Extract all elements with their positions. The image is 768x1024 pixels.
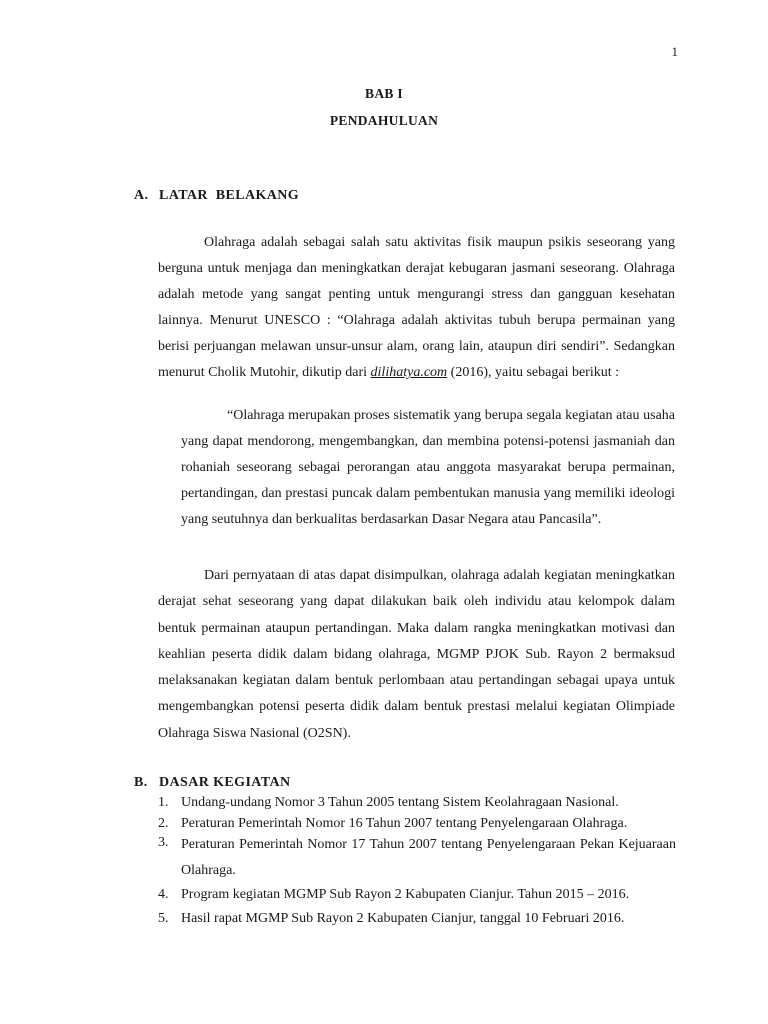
- list-item: [158, 792, 676, 813]
- block-quote: [181, 403, 675, 533]
- paragraph-intro-text: Olahraga adalah sebagai salah satu aktivitas fisik maupun psikis seseorang yang berguna untuk menjaga dan meningkatkan derajat kebugaran jasmani seseorang. Olahraga adalah metode yang sangat penting untuk mengurangi stress dan gangguan kesehatan lainnya. Menurut UNESCO : “Olahraga adalah aktivitas tubuh berupa permainan yang berisi perjuangan melawan unsur-unsur alam, orang lain, ataupun diri sendiri”. Sedangkan menurut Cholik Mutohir, dikutip dari: [158, 235, 675, 380]
- list-item-text: Undang-undang Nomor 3 Tahun 2005 tentang Sistem Keolahragaan Nasional.: [181, 795, 619, 810]
- list-item-text: Program kegiatan MGMP Sub Rayon 2 Kabupaten Cianjur. Tahun 2015 – 2016.: [181, 887, 630, 902]
- paragraph-intro: [158, 230, 675, 386]
- list-item-number: 5.: [158, 911, 169, 926]
- list-item: [158, 882, 676, 908]
- paragraph-conclusion: [158, 563, 675, 747]
- quote-text: “Olahraga merupakan proses sistematik yang berupa segala kegiatan atau usaha yang dapat mendorong, mengembangkan, dan membina potensi-potensi jasmaniah dan rohaniah seseorang sebagai perorangan atau anggota masyarakat berupa permainan, pertandingan, dan prestasi puncak dalam pembentukan manusia yang memiliki ideologi yang seutuhnya dan berkualitas berdasarkan Dasar Negara atau Pancasila”.: [181, 408, 675, 527]
- section-heading-dasar-kegiatan: [134, 775, 290, 791]
- section-letter: A.: [134, 188, 149, 203]
- section-heading-latar-belakang: [134, 188, 299, 204]
- section-title: LATAR BELAKANG: [159, 188, 300, 203]
- chapter-number: BAB I: [365, 86, 403, 101]
- list-item: [158, 813, 676, 834]
- list-item-number: 2.: [158, 816, 169, 831]
- paragraph-intro-tail: (2016), yaitu sebagai berikut :: [447, 365, 619, 380]
- legal-basis-list: [158, 792, 676, 929]
- list-item-number: 1.: [158, 795, 169, 810]
- list-item-text: Peraturan Pemerintah Nomor 16 Tahun 2007 tentang Penyelengaraan Olahraga.: [181, 816, 628, 831]
- list-item-text: Hasil rapat MGMP Sub Rayon 2 Kabupaten Cianjur, tanggal 10 Februari 2016.: [181, 911, 625, 926]
- paragraph-conclusion-text: Dari pernyataan di atas dapat disimpulkan, olahraga adalah kegiatan meningkatkan derajat sehat seseorang yang dapat dilakukan baik oleh individu atau kelompok dalam bentuk permainan ataupun pertandingan. Maka dalam rangka meningkatkan motivasi dan keahlian peserta didik dalam bidang olahraga, MGMP PJOK Sub. Rayon 2 bermaksud melaksanakan kegiatan dalam bentuk perlombaan atau pertandingan sebagai upaya untuk mengembangkan potensi peserta didik dalam bentuk prestasi melalui kegiatan Olimpiade Olahraga Siswa Nasional (O2SN).: [158, 568, 675, 741]
- list-item-number: 3.: [158, 835, 169, 850]
- chapter-title: PENDAHULUAN: [329, 113, 439, 128]
- page-number: 1: [671, 44, 678, 59]
- source-link[interactable]: dilihatya.com: [370, 365, 448, 380]
- list-item: [158, 832, 676, 884]
- list-item: [158, 908, 676, 929]
- section-letter: B.: [134, 775, 148, 790]
- list-item-number: 4.: [158, 887, 169, 902]
- list-item-text: Peraturan Pemerintah Nomor 17 Tahun 2007 tentang Penyelengaraan Pekan Kejuaraan Olahraga.: [181, 837, 676, 878]
- section-title: DASAR KEGIATAN: [159, 775, 291, 790]
